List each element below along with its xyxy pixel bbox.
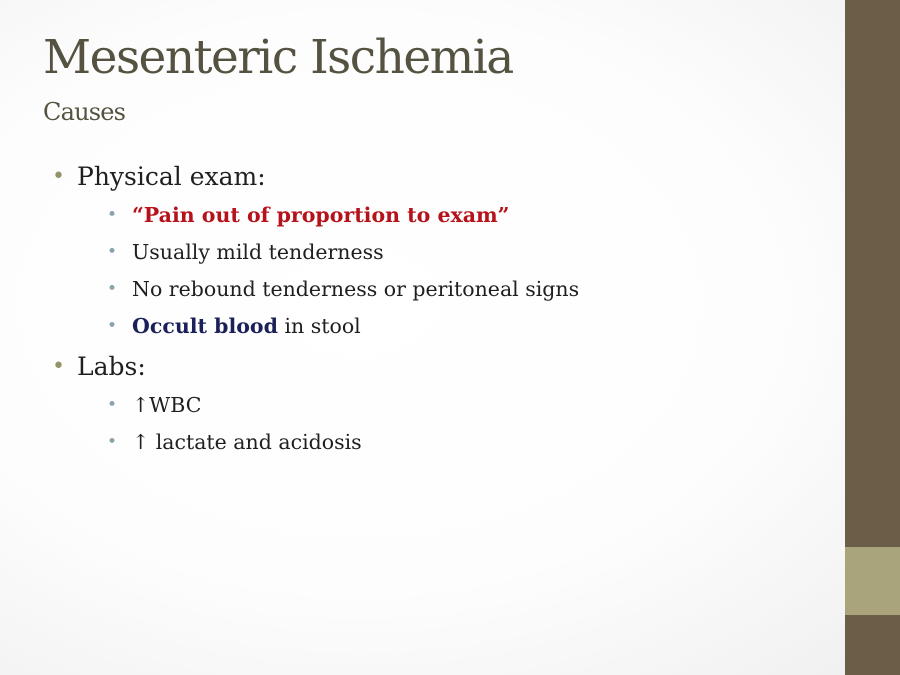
bullet-text: Physical exam:	[77, 162, 266, 191]
bullet-dot-icon: •	[107, 205, 118, 225]
sub-bullet-lactate	[102, 424, 812, 461]
sub-bullet-text: ↑ lactate and acidosis	[132, 430, 362, 454]
bullet-dot-icon: •	[52, 164, 65, 189]
sub-bullet-text: No rebound tenderness or peritoneal signs	[132, 277, 580, 301]
bullet-labs	[52, 348, 812, 461]
sub-bullet-list	[77, 387, 812, 461]
sub-bullet-rebound	[102, 271, 812, 308]
slide-title: Mesenteric Ischemia	[43, 30, 513, 85]
sub-bullet-text-bold: Occult blood	[132, 314, 278, 338]
sub-bullet-text: ↑WBC	[132, 393, 202, 417]
sub-bullet-text: in stool	[277, 314, 361, 338]
sub-bullet-occult-blood	[102, 308, 812, 345]
bullet-dot-icon: •	[107, 432, 118, 452]
bullet-dot-icon: •	[107, 242, 118, 262]
sub-bullet-text-emphasis: “Pain out of proportion to exam”	[132, 203, 510, 227]
bullet-text: Labs:	[77, 352, 146, 381]
bullet-dot-icon: •	[52, 354, 65, 379]
bullet-dot-icon: •	[107, 279, 118, 299]
bullet-dot-icon: •	[107, 395, 118, 415]
slide-subtitle: Causes	[43, 98, 126, 126]
sub-bullet-text: Usually mild tenderness	[132, 240, 384, 264]
bullet-physical-exam	[52, 158, 812, 345]
sub-bullet-pain	[102, 197, 812, 234]
bullet-list	[52, 158, 812, 464]
decorative-sidebar-accent	[845, 547, 900, 615]
bullet-dot-icon: •	[107, 316, 118, 336]
sub-bullet-wbc	[102, 387, 812, 424]
sub-bullet-tenderness	[102, 234, 812, 271]
sub-bullet-list	[77, 197, 812, 345]
